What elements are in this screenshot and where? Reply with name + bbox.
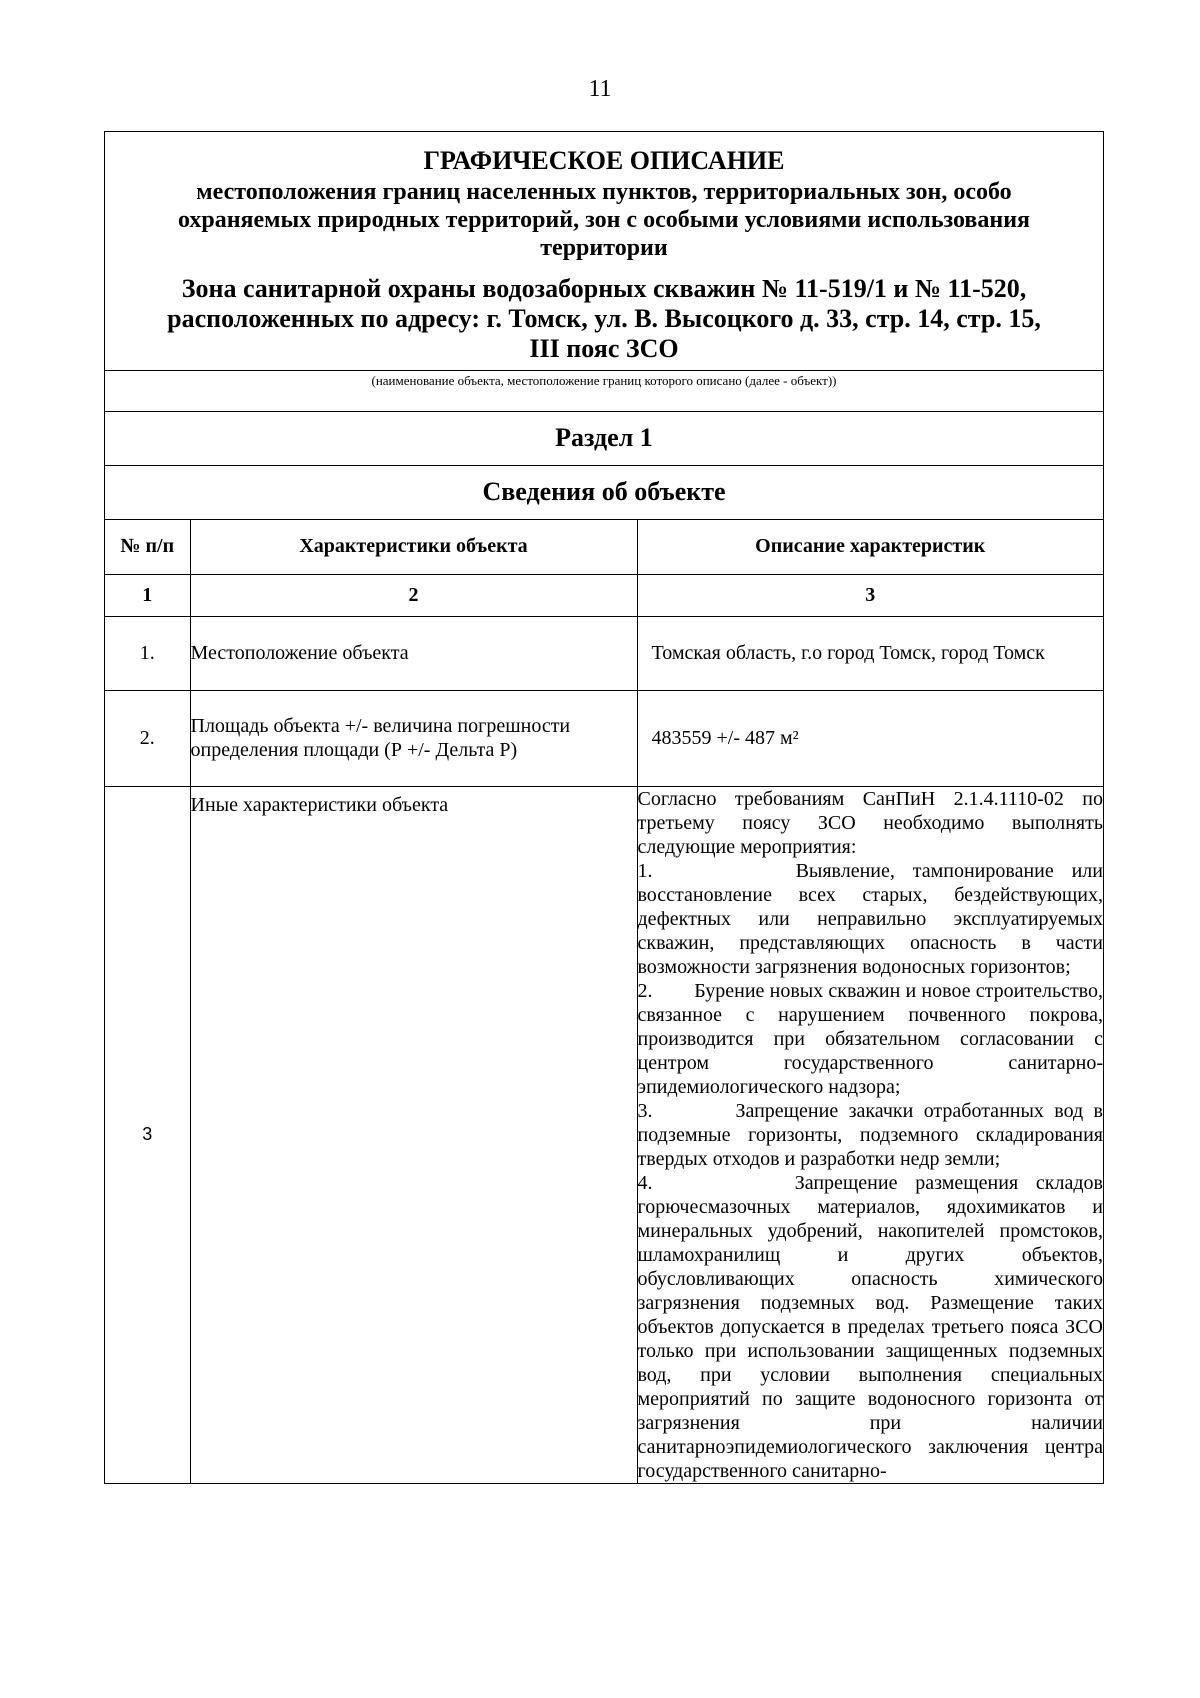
description-paragraph: 3. Запрещение закачки отработанных вод в подземные горизонты, подземного складирования твердых отходов и разработки недр земли; <box>637 1099 1108 1170</box>
row-description: 483559 +/- 487 м² <box>637 690 1103 786</box>
row-number: 1. <box>105 616 190 690</box>
column-header: Описание характеристик <box>637 520 1103 574</box>
table-header-row <box>105 520 1103 574</box>
row-characteristic: Местоположение объекта <box>190 616 637 690</box>
page-number: 11 <box>588 76 612 102</box>
description-paragraph: 2. Бурение новых скважин и новое строительство, связанное с нарушением почвенного покрова, производится при обязательном согласовании с центром государственного санитарно-эпидемиологического надзора; <box>637 979 1108 1098</box>
subtitle-line: территории <box>540 235 668 261</box>
subtitle-line: охраняемых природных территорий, зон с особыми условиями использования <box>177 207 1031 233</box>
row-characteristic: Иные характеристики объекта <box>190 786 637 1483</box>
row-characteristic: Площадь объекта +/- величина погрешности определения площади (Р +/- Дельта Р) <box>190 690 637 786</box>
column-number: 2 <box>190 574 637 616</box>
document-subtitle <box>109 178 1099 262</box>
table-row <box>105 690 1103 786</box>
object-line: III пояс ЗСО <box>529 334 679 363</box>
document-header <box>105 132 1103 371</box>
table-row <box>105 616 1103 690</box>
object-line: Зона санитарной охраны водозаборных скважин № 11-519/1 и № 11-520, <box>181 274 1027 303</box>
column-number-row <box>105 574 1103 616</box>
row-number: 3 <box>105 786 190 1483</box>
column-header: Характеристики объекта <box>190 520 637 574</box>
row-description: Томская область, г.о город Томск, город Томск <box>637 616 1103 690</box>
subtitle-line: местоположения границ населенных пунктов, территориальных зон, особо <box>196 179 1012 205</box>
table-row <box>105 786 1103 1483</box>
column-number: 1 <box>105 574 190 616</box>
row-number: 2. <box>105 690 190 786</box>
section-subtitle: Сведения об объекте <box>105 466 1103 520</box>
column-number: 3 <box>637 574 1103 616</box>
object-line: расположенных по адресу: г. Томск, ул. В. Высоцкого д. 33, стр. 14, стр. 15, <box>167 304 1041 333</box>
description-paragraph: 1. Выявление, тампонирование или восстановление всех старых, бездействующих, дефектных или неправильно эксплуатируемых скважин, представляющих опасность в части возможности загрязнения водоносных горизонтов; <box>637 859 1108 978</box>
row-description <box>637 786 1108 1483</box>
description-paragraph: Согласно требованиям СанПиН 2.1.4.1110-02 по третьему поясу ЗСО необходимо выполнять следующие мероприятия: <box>637 787 1103 858</box>
document-form <box>104 131 1108 1484</box>
document-title: ГРАФИЧЕСКОЕ ОПИСАНИЕ <box>423 146 785 175</box>
object-caption: (наименование объекта, местоположение границ которого описано (далее - объект)) <box>105 371 1103 412</box>
description-paragraph: 4. Запрещение размещения складов горючесмазочных материалов, ядохимикатов и минеральных удобрений, накопителей промстоков, шламохранилищ и других объектов, обусловливающих опасность химического загрязнения подземных вод. Размещение таких объектов допускается в пределах третьего пояса ЗСО только при использовании защищенных подземных вод, при условии выполнения специальных мероприятий по защите водоносного горизонта от загрязнения при наличии санитарноэпидемиологического заключения центра государственного санитарно- <box>637 1171 1108 1482</box>
column-header: № п/п <box>105 520 190 574</box>
object-name <box>109 274 1099 364</box>
section-title: Раздел 1 <box>105 412 1103 466</box>
characteristics-table <box>105 520 1108 1483</box>
